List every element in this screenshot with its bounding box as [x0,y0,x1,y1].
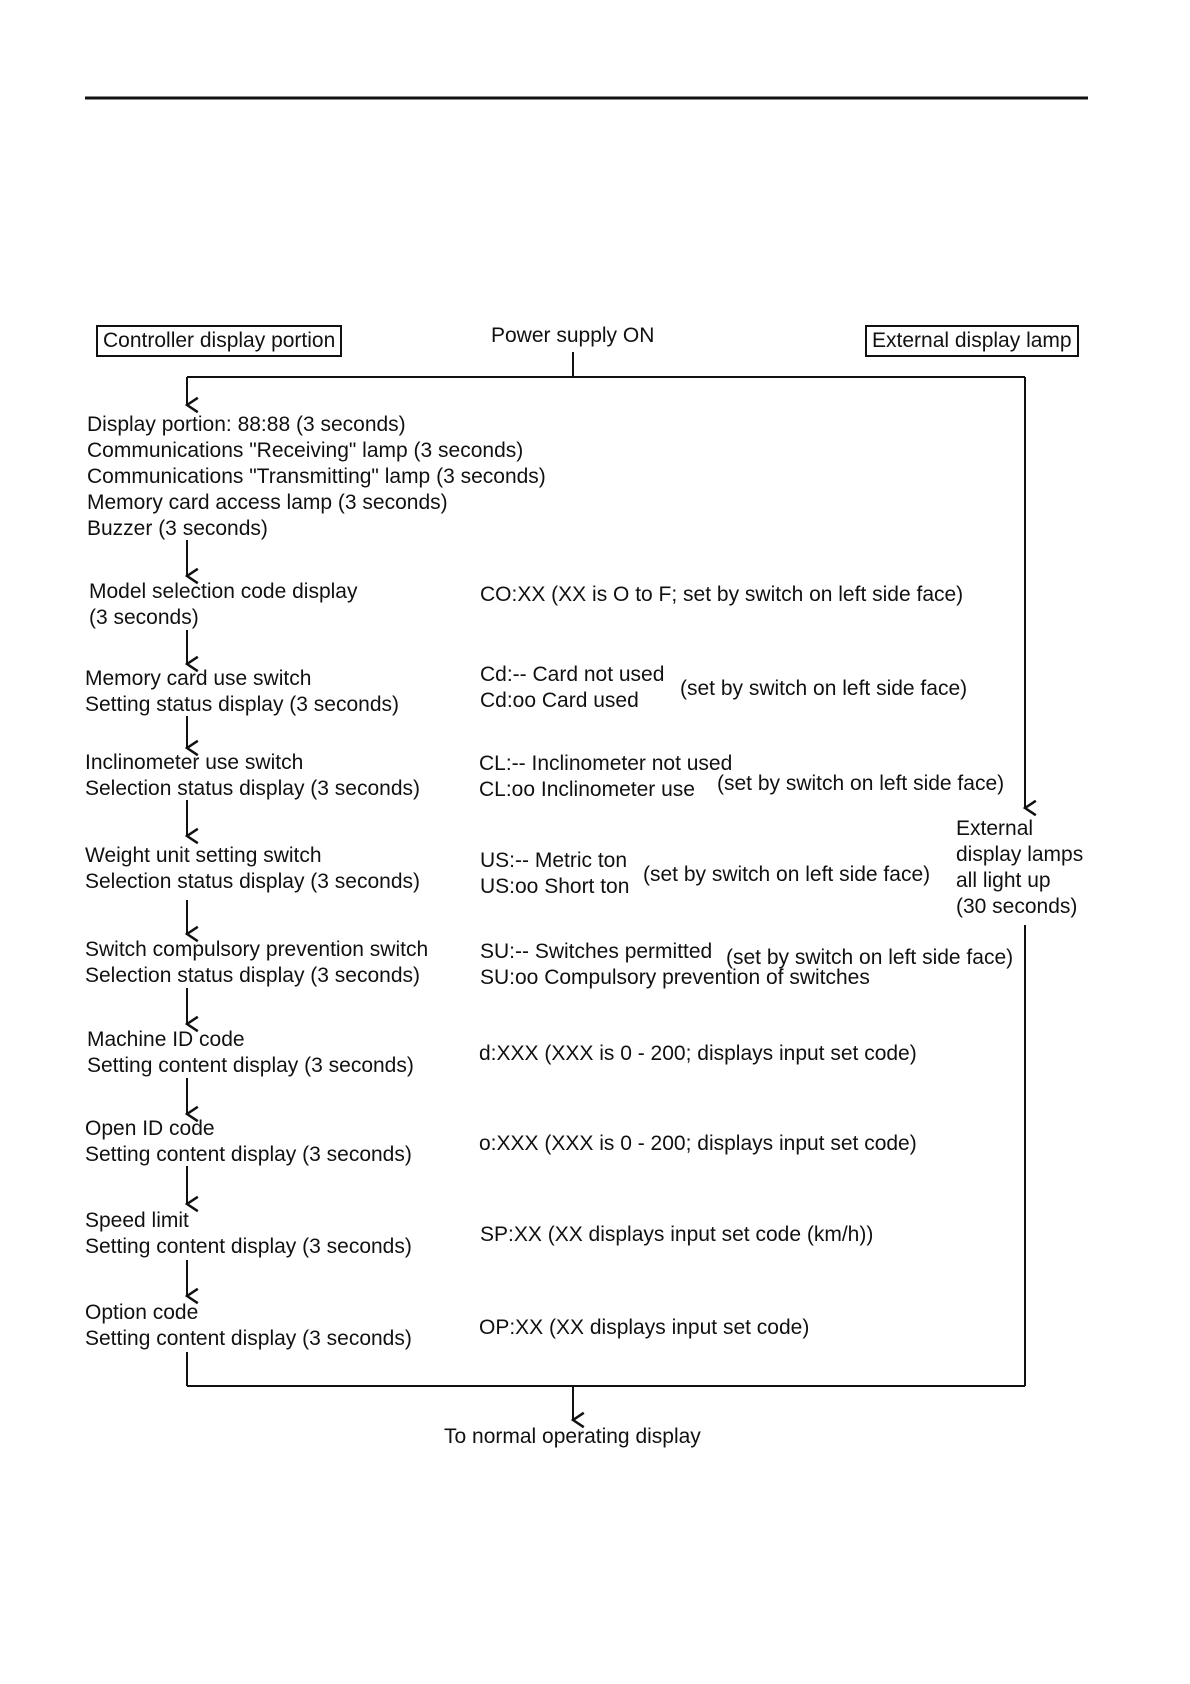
note-weight-unit: (set by switch on left side face) [643,863,931,886]
init-line: Communications "Receiving" lamp (3 seconds) [87,439,524,462]
power-supply-on-label: Power supply ON [491,324,655,347]
step-switch-compulsory [85,937,428,989]
step-title: Memory card use switch [85,667,312,690]
init-line: Display portion: 88:88 (3 seconds) [87,413,406,436]
init-line: Communications "Transmitting" lamp (3 seconds) [87,465,546,488]
step-title: Weight unit setting switch [85,844,322,867]
code-line: SU:oo Compulsory prevention of switches [480,966,870,989]
step-title: Model selection code display [89,580,358,603]
codes-inclinometer [479,751,732,803]
step-machine-id [87,1027,414,1079]
code-line: CL:oo Inclinometer use [479,778,695,801]
external-line: (30 seconds) [956,895,1078,918]
code-line: US:oo Short ton [480,875,630,898]
step-subtitle: (3 seconds) [89,606,199,629]
step-title: Speed limit [85,1209,189,1232]
code-line: Cd:oo Card used [480,689,639,712]
step-title: Machine ID code [87,1028,245,1051]
code-machine-id: d:XXX (XXX is 0 - 200; displays input set code) [479,1042,917,1065]
step-weight-unit [85,843,420,895]
controller-display-portion-label: Controller display portion [96,325,342,357]
code-open-id: o:XXX (XXX is 0 - 200; displays input set code) [479,1132,917,1155]
init-line: Buzzer (3 seconds) [87,517,268,540]
step-speed-limit [85,1208,412,1260]
step-title: Option code [85,1301,199,1324]
step-subtitle: Selection status display (3 seconds) [85,964,421,987]
to-normal-operating-display: To normal operating display [444,1425,701,1448]
step-subtitle: Selection status display (3 seconds) [85,870,421,893]
code-line: US:-- Metric ton [480,849,628,872]
step-subtitle: Setting content display (3 seconds) [87,1054,414,1077]
note-switch-compulsory: (set by switch on left side face) [726,946,1014,969]
code-line: Cd:-- Card not used [480,663,665,686]
init-sequence-block [87,412,546,542]
code-line: SU:-- Switches permitted [480,940,713,963]
step-option-code [85,1300,412,1352]
step-memory-card [85,666,399,718]
external-display-lamp-label: External display lamp [865,325,1079,357]
step-subtitle: Setting content display (3 seconds) [85,1327,412,1350]
step-title: Inclinometer use switch [85,751,304,774]
code-line: CL:-- Inclinometer not used [479,752,733,775]
init-line: Memory card access lamp (3 seconds) [87,491,448,514]
external-line: all light up [956,869,1051,892]
code-speed-limit: SP:XX (XX displays input set code (km/h)) [480,1223,874,1246]
codes-memory-card [480,662,664,714]
note-memory-card: (set by switch on left side face) [680,677,968,700]
external-lamps-text [956,816,1083,920]
step-subtitle: Setting content display (3 seconds) [85,1143,412,1166]
step-title: Open ID code [85,1117,215,1140]
step-title: Switch compulsory prevention switch [85,938,429,961]
note-inclinometer: (set by switch on left side face) [717,772,1005,795]
code-option-code: OP:XX (XX displays input set code) [479,1316,810,1339]
step-model-selection [89,579,358,631]
external-line: display lamps [956,843,1084,866]
step-subtitle: Setting status display (3 seconds) [85,693,399,716]
external-line: External [956,817,1034,840]
step-inclinometer [85,750,420,802]
step-subtitle: Selection status display (3 seconds) [85,777,421,800]
code-model-selection: CO:XX (XX is O to F; set by switch on left side face) [480,583,964,606]
codes-weight-unit [480,848,629,900]
step-subtitle: Setting content display (3 seconds) [85,1235,412,1258]
step-open-id [85,1116,412,1168]
